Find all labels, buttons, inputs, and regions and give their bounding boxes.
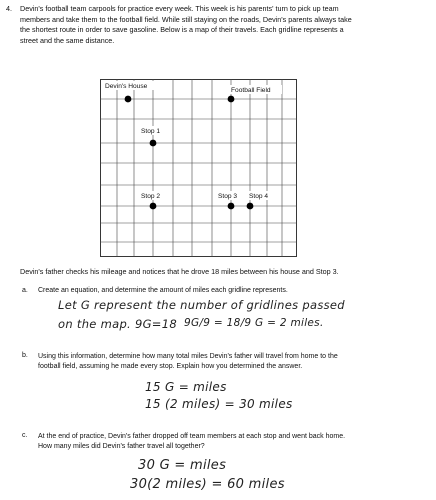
part-c-answer-line-2: 30(2 miles) = 60 miles [130, 477, 285, 492]
part-c-prompt-line: How many miles did Devin's father travel all together? [38, 443, 205, 450]
house-label: Devin's House [105, 83, 148, 90]
part-a-answer-line-3: 9G/9 = 18/9 G = 2 miles. [184, 317, 324, 329]
part-b-prompt-line: Using this information, determine how many total miles Devin's father will travel from home to the [38, 353, 338, 360]
intro-line: members and take them to the football field. While still staying on the roads, Devin's parents always take [20, 14, 352, 24]
part-b-prompt-line: football field, assuming he made every stop. Explain how you determined the answer. [38, 363, 303, 370]
stop4-point [247, 203, 254, 210]
part-b-answer-line-2: 15 (2 miles) = 30 miles [145, 397, 293, 411]
field-label: Football Field [231, 87, 271, 94]
stop2-label: Stop 2 [141, 193, 161, 200]
part-a-prompt: Create an equation, and determine the amount of miles each gridline represents. [38, 287, 288, 294]
map-horizontal-gridlines [100, 99, 297, 242]
stop3-label: Stop 3 [218, 193, 238, 200]
mileage-statement: Devin's father checks his mileage and notices that he drove 18 miles between his house and Stop 3. [20, 267, 339, 276]
part-c-prompt [38, 432, 345, 452]
part-c-answer-line-1: 30 G = miles [138, 458, 227, 473]
stop4-label: Stop 4 [249, 193, 269, 200]
stop1-label: Stop 1 [141, 128, 161, 135]
question-intro [20, 4, 430, 46]
travel-map [100, 79, 297, 257]
part-a-answer-line-2: on the map. 9G=18 [58, 317, 177, 331]
part-b-label: b. [22, 352, 28, 359]
part-a-answer-line-1: Let G represent the number of gridlines passed [58, 298, 345, 312]
part-c-label: c. [22, 432, 28, 439]
part-b-answer-line-1: 15 G = miles [145, 380, 227, 394]
part-c-prompt-line: At the end of practice, Devin's father dropped off team members at each stop and went back home. [38, 433, 346, 440]
part-b-prompt [38, 352, 338, 372]
part-a-label: a. [22, 287, 28, 294]
map-vertical-gridlines [117, 79, 282, 257]
intro-line: Devin's football team carpools for practice every week. This week is his parents' turn to pick up team [20, 4, 339, 13]
stop1-point [150, 140, 157, 147]
field-point [228, 96, 235, 103]
stop2-point [150, 203, 157, 210]
house-point [125, 96, 132, 103]
intro-line: the shortest route in order to save gasoline. Below is a map of their travels. Each gridline represents a [20, 25, 344, 34]
stop3-point [228, 203, 235, 210]
question-number: 4. [6, 4, 12, 13]
intro-line: street and the same distance. [20, 35, 115, 45]
